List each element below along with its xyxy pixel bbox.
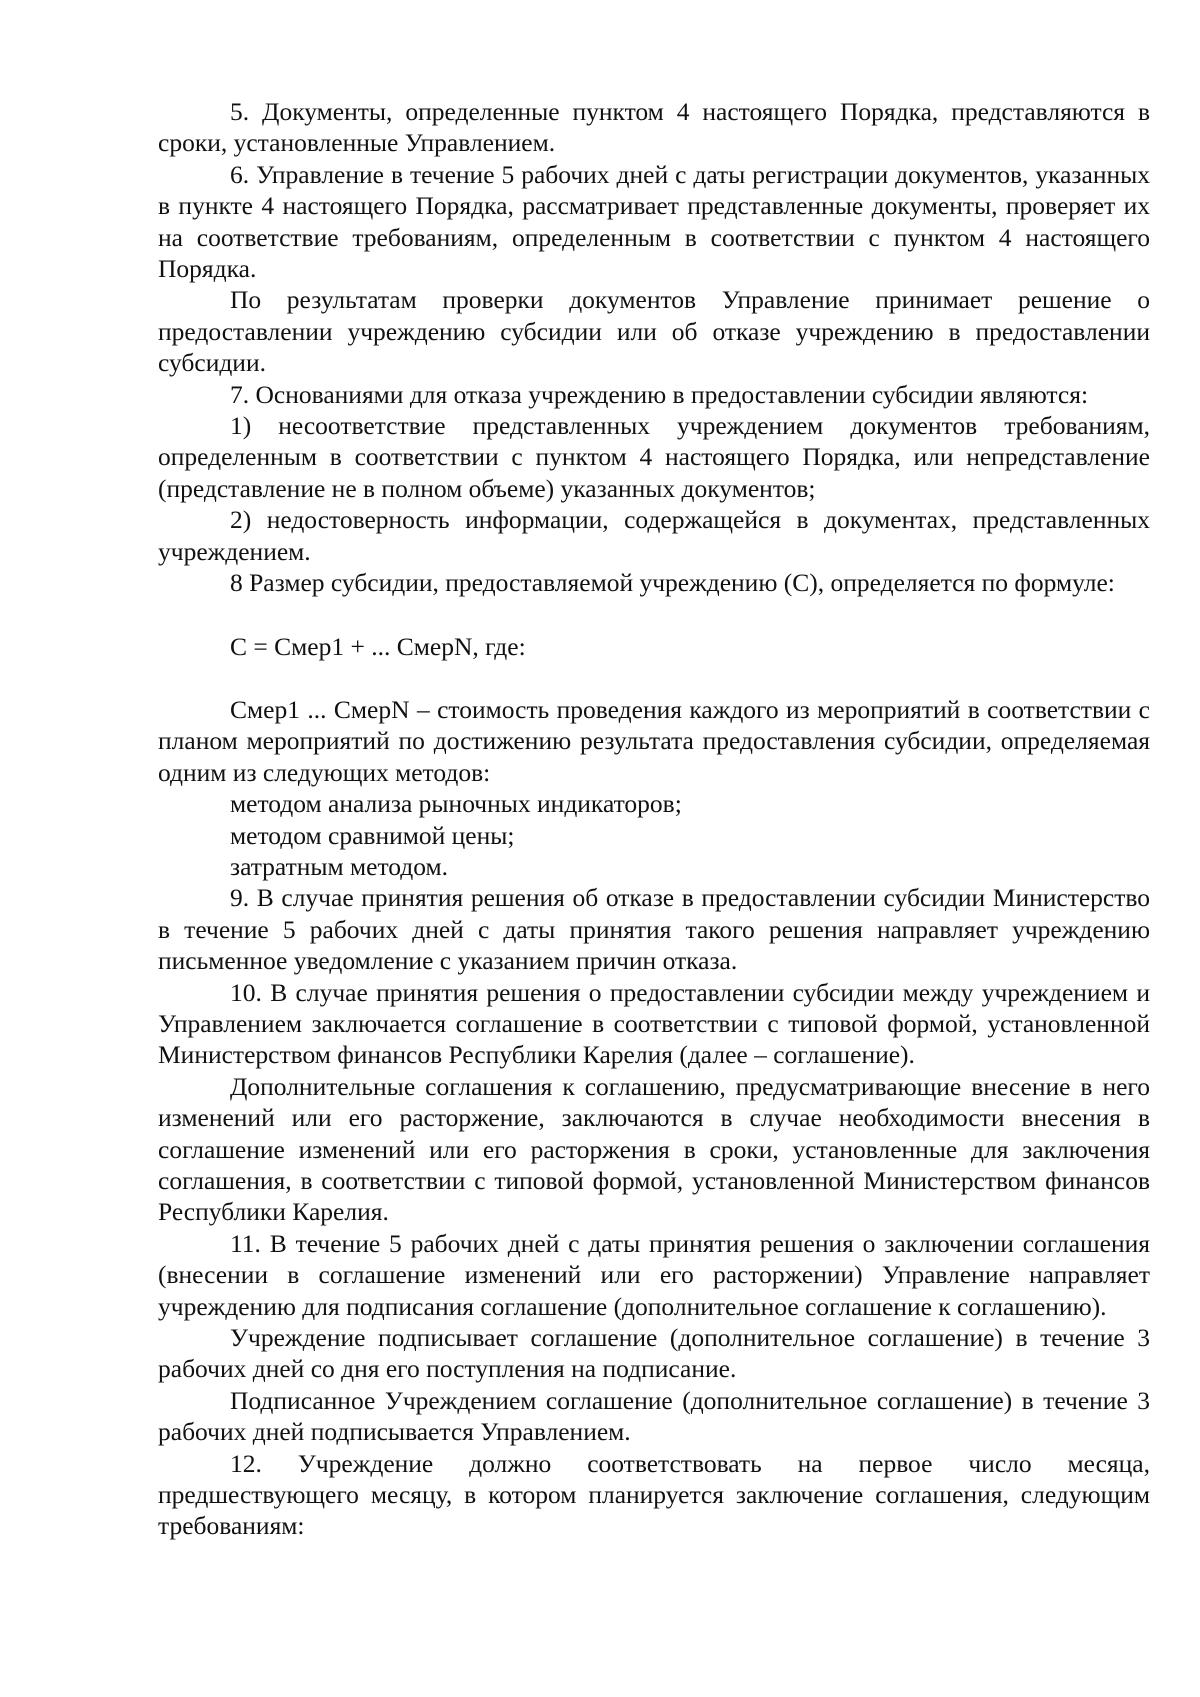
paragraph-12: 12. Учреждение должно соответствовать на первое число месяца, предшествующего месяцу, в котором планируется заключение соглашения, следующим требованиям: xyxy=(158,1448,1150,1541)
method-market-indicators: методом анализа рыночных индикаторов; xyxy=(230,789,682,819)
paragraph-11-signed: Подписанное Учреждением соглашение (дополнительное соглашение) в течение 3 рабочих дней подписывается Управлением. xyxy=(158,1385,1150,1447)
paragraph-8: 8 Размер субсидии, предоставляемой учреждению (С), определяется по формуле: xyxy=(230,568,1115,598)
document-body xyxy=(158,96,1150,1542)
method-comparable-price: методом сравнимой цены; xyxy=(230,820,515,850)
paragraph-6-result: По результатам проверки документов Управление принимает решение о предоставлении учреждению субсидии или об отказе учреждению в предоставлении субсидии. xyxy=(158,285,1150,378)
paragraph-9: 9. В случае принятия решения об отказе в предоставлении субсидии Министерство в течение 5 рабочих дней с даты принятия такого решения направляет учреждению письменное уведомление с указанием причин отказа. xyxy=(158,883,1150,976)
method-cost: затратным методом. xyxy=(230,851,449,881)
paragraph-10-additional: Дополнительные соглашения к соглашению, предусматривающие внесение в него изменений или его расторжение, заключаются в случае необходимости внесения в соглашение изменений или его расторжения в сроки, установленные для заключения соглашения, в соответствии с типовой формой, установленной Министерством финансов Республики Карелия. xyxy=(158,1071,1150,1227)
paragraph-11-signing: Учреждение подписывает соглашение (дополнительное соглашение) в течение 3 рабочих дней со дня его поступления на подписание. xyxy=(158,1323,1150,1384)
paragraph-7-item-2: 2) недостоверность информации, содержащейся в документах, представленных учреждением. xyxy=(158,505,1150,566)
paragraph-11: 11. В течение 5 рабочих дней с даты принятия решения о заключении соглашения (внесении в соглашение изменений или его расторжении) Управление направляет учреждению для подписания соглашение (дополнительное соглашение к соглашению). xyxy=(158,1228,1150,1321)
subsidy-formula: С = Смер1 + ... СмерN, где: xyxy=(230,631,526,661)
paragraph-7-item-1: 1) несоответствие представленных учреждением документов требованиям, определенным в соответствии с пунктом 4 настоящего Порядка, или непредставление (представление не в полном объеме) указанных документов; xyxy=(158,411,1150,503)
paragraph-6: 6. Управление в течение 5 рабочих дней с даты регистрации документов, указанных в пункте 4 настоящего Порядка, рассматривает представленные документы, проверяет их на соответствие требованиям, определенным в соответствии с пунктом 4 настоящего Порядка. xyxy=(158,159,1150,284)
paragraph-5: 5. Документы, определенные пунктом 4 настоящего Порядка, представляются в сроки, установленные Управлением. xyxy=(158,97,1150,158)
formula-explanation: Смер1 ... СмерN – стоимость проведения каждого из мероприятий в соответствии с планом мероприятий по достижению результата предоставления субсидии, определяемая одним из следующих методов: xyxy=(158,694,1150,787)
paragraph-10: 10. В случае принятия решения о предоставлении субсидии между учреждением и Управлением заключается соглашение в соответствии с типовой формой, установленной Министерством финансов Республики Карелия (далее – соглашение). xyxy=(158,977,1150,1070)
paragraph-7: 7. Основаниями для отказа учреждению в предоставлении субсидии являются: xyxy=(230,379,1089,409)
